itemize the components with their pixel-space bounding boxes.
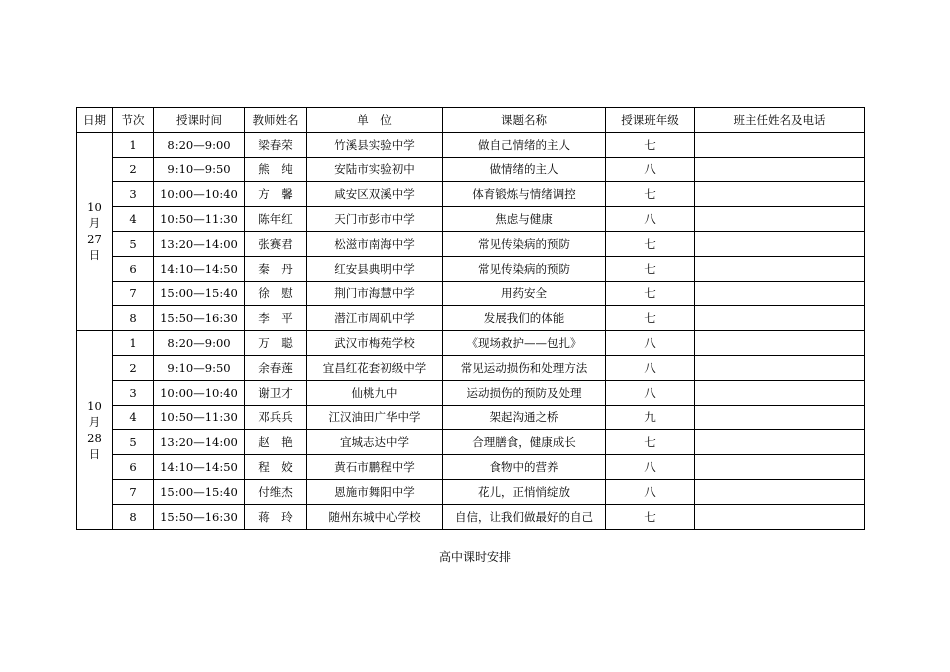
time-cell: 9:10—9:50: [154, 355, 245, 380]
teacher-cell: 徐 慰: [245, 281, 307, 306]
contact-cell: [695, 256, 865, 281]
period-cell: 7: [113, 479, 154, 504]
header-period: 节次: [113, 108, 154, 133]
time-cell: 10:00—10:40: [154, 380, 245, 405]
time-cell: 15:00—15:40: [154, 479, 245, 504]
date-part: 10: [87, 200, 102, 215]
table-row: [77, 281, 865, 306]
unit-cell: 宜城志达中学: [307, 430, 443, 455]
period-cell: 6: [113, 455, 154, 480]
period-cell: 4: [113, 405, 154, 430]
date-part: 日: [88, 248, 101, 263]
topic-cell: 常见传染病的预防: [443, 231, 606, 256]
topic-cell: 自信，让我们做最好的自己: [443, 504, 606, 529]
table-row: [77, 479, 865, 504]
topic-cell: 体育锻炼与情绪调控: [443, 182, 606, 207]
grade-cell: 七: [606, 504, 695, 529]
time-cell: 13:20—14:00: [154, 231, 245, 256]
unit-cell: 黄石市鹏程中学: [307, 455, 443, 480]
date-part: 27: [87, 232, 102, 247]
unit-cell: 松滋市南海中学: [307, 231, 443, 256]
unit-cell: 恩施市舞阳中学: [307, 479, 443, 504]
header-row: [77, 108, 865, 133]
topic-cell: 《现场救护——包扎》: [443, 331, 606, 356]
teacher-cell: 蒋 玲: [245, 504, 307, 529]
table-row: [77, 207, 865, 232]
time-cell: 14:10—14:50: [154, 455, 245, 480]
header-grade: 授课班年级: [606, 108, 695, 133]
teacher-cell: 谢卫才: [245, 380, 307, 405]
topic-cell: 做自己情绪的主人: [443, 132, 606, 157]
grade-cell: 七: [606, 132, 695, 157]
header-time: 授课时间: [154, 108, 245, 133]
table-row: [77, 182, 865, 207]
period-cell: 3: [113, 380, 154, 405]
period-cell: 2: [113, 355, 154, 380]
period-cell: 5: [113, 430, 154, 455]
teacher-cell: 方 馨: [245, 182, 307, 207]
date-cell: [77, 331, 113, 529]
date-cell: [77, 132, 113, 330]
time-cell: 10:50—11:30: [154, 405, 245, 430]
topic-cell: 合理膳食，健康成长: [443, 430, 606, 455]
contact-cell: [695, 479, 865, 504]
contact-cell: [695, 207, 865, 232]
topic-cell: 花儿，正悄悄绽放: [443, 479, 606, 504]
period-cell: 2: [113, 157, 154, 182]
date-part: 月: [88, 414, 101, 429]
contact-cell: [695, 182, 865, 207]
teacher-cell: 陈年红: [245, 207, 307, 232]
period-cell: 5: [113, 231, 154, 256]
table-row: [77, 256, 865, 281]
time-cell: 13:20—14:00: [154, 430, 245, 455]
header-topic: 课题名称: [443, 108, 606, 133]
contact-cell: [695, 281, 865, 306]
table-row: [77, 504, 865, 529]
teacher-cell: 万 聪: [245, 331, 307, 356]
teacher-cell: 李 平: [245, 306, 307, 331]
topic-cell: 发展我们的体能: [443, 306, 606, 331]
unit-cell: 红安县典明中学: [307, 256, 443, 281]
contact-cell: [695, 132, 865, 157]
date-part: 10: [87, 398, 102, 413]
topic-cell: 做情绪的主人: [443, 157, 606, 182]
table-row: [77, 331, 865, 356]
header-contact: 班主任姓名及电话: [695, 108, 865, 133]
unit-cell: 荆门市海慧中学: [307, 281, 443, 306]
grade-cell: 八: [606, 355, 695, 380]
topic-cell: 架起沟通之桥: [443, 405, 606, 430]
table-row: [77, 231, 865, 256]
topic-cell: 常见运动损伤和处理方法: [443, 355, 606, 380]
contact-cell: [695, 504, 865, 529]
grade-cell: 七: [606, 430, 695, 455]
header-unit: 单 位: [307, 108, 443, 133]
time-cell: 10:00—10:40: [154, 182, 245, 207]
teacher-cell: 张赛君: [245, 231, 307, 256]
table-row: [77, 405, 865, 430]
teacher-cell: 邓兵兵: [245, 405, 307, 430]
date-part: 日: [88, 446, 101, 461]
grade-cell: 八: [606, 455, 695, 480]
period-cell: 1: [113, 331, 154, 356]
time-cell: 15:50—16:30: [154, 306, 245, 331]
grade-cell: 八: [606, 380, 695, 405]
schedule-body: [77, 132, 865, 529]
grade-cell: 八: [606, 479, 695, 504]
grade-cell: 七: [606, 306, 695, 331]
topic-cell: 焦虑与健康: [443, 207, 606, 232]
time-cell: 8:20—9:00: [154, 331, 245, 356]
teacher-cell: 程 姣: [245, 455, 307, 480]
contact-cell: [695, 157, 865, 182]
unit-cell: 竹溪县实验中学: [307, 132, 443, 157]
topic-cell: 运动损伤的预防及处理: [443, 380, 606, 405]
period-cell: 8: [113, 306, 154, 331]
table-row: [77, 380, 865, 405]
teacher-cell: 付维杰: [245, 479, 307, 504]
contact-cell: [695, 306, 865, 331]
unit-cell: 安陆市实验初中: [307, 157, 443, 182]
grade-cell: 七: [606, 182, 695, 207]
teacher-cell: 梁春荣: [245, 132, 307, 157]
contact-cell: [695, 455, 865, 480]
topic-cell: 常见传染病的预防: [443, 256, 606, 281]
unit-cell: 咸安区双溪中学: [307, 182, 443, 207]
unit-cell: 武汉市梅苑学校: [307, 331, 443, 356]
schedule-table: [76, 107, 865, 530]
period-cell: 6: [113, 256, 154, 281]
unit-cell: 江汉油田广华中学: [307, 405, 443, 430]
grade-cell: 九: [606, 405, 695, 430]
time-cell: 14:10—14:50: [154, 256, 245, 281]
date-part: 28: [87, 430, 102, 445]
grade-cell: 八: [606, 157, 695, 182]
contact-cell: [695, 231, 865, 256]
teacher-cell: 秦 丹: [245, 256, 307, 281]
time-cell: 8:20—9:00: [154, 132, 245, 157]
contact-cell: [695, 380, 865, 405]
table-row: [77, 132, 865, 157]
grade-cell: 八: [606, 207, 695, 232]
table-row: [77, 157, 865, 182]
period-cell: 8: [113, 504, 154, 529]
table-row: [77, 306, 865, 331]
topic-cell: 食物中的营养: [443, 455, 606, 480]
teacher-cell: 赵 艳: [245, 430, 307, 455]
topic-cell: 用药安全: [443, 281, 606, 306]
header-teacher: 教师姓名: [245, 108, 307, 133]
contact-cell: [695, 331, 865, 356]
table-row: [77, 455, 865, 480]
time-cell: 10:50—11:30: [154, 207, 245, 232]
contact-cell: [695, 355, 865, 380]
unit-cell: 仙桃九中: [307, 380, 443, 405]
table-row: [77, 430, 865, 455]
unit-cell: 随州东城中心学校: [307, 504, 443, 529]
period-cell: 4: [113, 207, 154, 232]
period-cell: 1: [113, 132, 154, 157]
period-cell: 7: [113, 281, 154, 306]
contact-cell: [695, 430, 865, 455]
header-date: 日期: [77, 108, 113, 133]
teacher-cell: 熊 纯: [245, 157, 307, 182]
unit-cell: 潜江市周矶中学: [307, 306, 443, 331]
period-cell: 3: [113, 182, 154, 207]
time-cell: 15:00—15:40: [154, 281, 245, 306]
grade-cell: 七: [606, 256, 695, 281]
time-cell: 15:50—16:30: [154, 504, 245, 529]
caption: 高中课时安排: [438, 550, 511, 564]
grade-cell: 八: [606, 331, 695, 356]
unit-cell: 宜昌红花套初级中学: [307, 355, 443, 380]
grade-cell: 七: [606, 281, 695, 306]
teacher-cell: 余春莲: [245, 355, 307, 380]
contact-cell: [695, 405, 865, 430]
time-cell: 9:10—9:50: [154, 157, 245, 182]
table-row: [77, 355, 865, 380]
unit-cell: 天门市彭市中学: [307, 207, 443, 232]
date-part: 月: [88, 216, 101, 231]
grade-cell: 七: [606, 231, 695, 256]
